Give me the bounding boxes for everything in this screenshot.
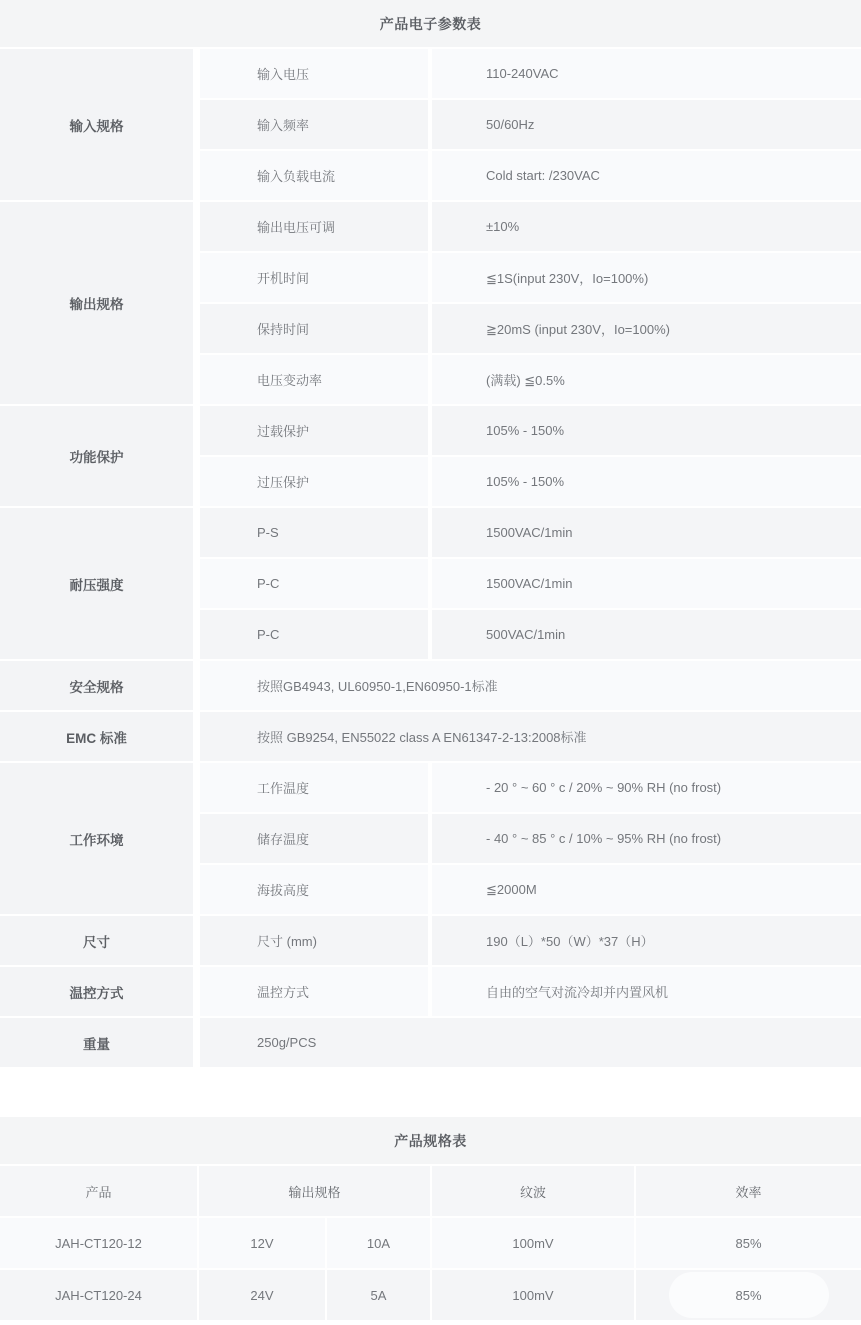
electrical-table-grid xyxy=(0,49,861,1067)
param-cell: 尺寸 (mm) xyxy=(200,916,428,965)
param-cell: 输入频率 xyxy=(200,100,428,149)
value-cell: (满载) ≦0.5% xyxy=(432,355,861,404)
param-cell: 温控方式 xyxy=(200,967,428,1016)
param-cell: 保持时间 xyxy=(200,304,428,353)
param-cell: P-C xyxy=(200,610,428,659)
spec-cell-ripple: 100mV xyxy=(432,1218,634,1268)
group-label-emc-standard: EMC 标准 xyxy=(0,712,193,761)
group-label-safety-spec: 安全规格 xyxy=(0,661,193,710)
product-spec-table xyxy=(0,1117,861,1320)
param-cell: P-S xyxy=(200,508,428,557)
param-cell: 开机时间 xyxy=(200,253,428,302)
param-cell: 电压变动率 xyxy=(200,355,428,404)
spec-cell-efficiency: 85% xyxy=(636,1218,861,1268)
spec-cell-voltage: 24V xyxy=(199,1270,325,1320)
spec-cell-efficiency xyxy=(636,1270,861,1320)
spec-efficiency-text: 85% xyxy=(735,1287,762,1303)
value-cell: 1500VAC/1min xyxy=(432,559,861,608)
group-label-thermal-control: 温控方式 xyxy=(0,967,193,1016)
spec-cell-product: JAH-CT120-24 xyxy=(0,1270,197,1320)
value-cell: - 20 ° ~ 60 ° c / 20% ~ 90% RH (no frost) xyxy=(432,763,861,812)
spec-header-efficiency: 效率 xyxy=(636,1166,861,1216)
param-cell: 输入电压 xyxy=(200,49,428,98)
spec-table-grid xyxy=(0,1166,861,1320)
value-cell: 190（L）*50（W）*37（H） xyxy=(432,916,861,965)
param-cell: 输入负载电流 xyxy=(200,151,428,200)
spec-cell-current: 5A xyxy=(327,1270,430,1320)
spec-cell-product: JAH-CT120-12 xyxy=(0,1218,197,1268)
value-cell: 1500VAC/1min xyxy=(432,508,861,557)
group-label-withstand-voltage: 耐压强度 xyxy=(0,508,193,659)
param-cell: 过压保护 xyxy=(200,457,428,506)
value-cell: 自由的空气对流冷却并内置风机 xyxy=(432,967,861,1016)
spec-cell-voltage: 12V xyxy=(199,1218,325,1268)
value-cell: 50/60Hz xyxy=(432,100,861,149)
value-cell: ≦1S(input 230V，Io=100%) xyxy=(432,253,861,302)
param-cell: 工作温度 xyxy=(200,763,428,812)
group-label-protection: 功能保护 xyxy=(0,406,193,506)
value-cell: ±10% xyxy=(432,202,861,251)
group-label-weight: 重量 xyxy=(0,1018,193,1067)
value-cell: 110-240VAC xyxy=(432,49,861,98)
value-cell: - 40 ° ~ 85 ° c / 10% ~ 95% RH (no frost) xyxy=(432,814,861,863)
value-cell: ≧20mS (input 230V，Io=100%) xyxy=(432,304,861,353)
electrical-table-title: 产品电子参数表 xyxy=(0,0,861,47)
param-cell: 海拔高度 xyxy=(200,865,428,914)
group-label-environment: 工作环境 xyxy=(0,763,193,914)
spec-header-product: 产品 xyxy=(0,1166,197,1216)
value-cell: Cold start: /230VAC xyxy=(432,151,861,200)
param-cell: P-C xyxy=(200,559,428,608)
spec-header-ripple: 纹波 xyxy=(432,1166,634,1216)
merged-value-cell: 250g/PCS xyxy=(200,1018,861,1067)
value-cell: ≦2000M xyxy=(432,865,861,914)
merged-value-cell: 按照GB4943, UL60950-1,EN60950-1标准 xyxy=(200,661,861,710)
spec-header-output: 输出规格 xyxy=(199,1166,430,1216)
value-cell: 105% - 150% xyxy=(432,406,861,455)
spec-cell-ripple: 100mV xyxy=(432,1270,634,1320)
group-label-input-spec: 输入规格 xyxy=(0,49,193,200)
group-label-output-spec: 输出规格 xyxy=(0,202,193,404)
spec-cell-current: 10A xyxy=(327,1218,430,1268)
value-cell: 105% - 150% xyxy=(432,457,861,506)
param-cell: 储存温度 xyxy=(200,814,428,863)
param-cell: 过载保护 xyxy=(200,406,428,455)
param-cell: 输出电压可调 xyxy=(200,202,428,251)
value-cell: 500VAC/1min xyxy=(432,610,861,659)
spec-table-title: 产品规格表 xyxy=(0,1117,861,1164)
merged-value-cell: 按照 GB9254, EN55022 class A EN61347-2-13:2008标准 xyxy=(200,712,861,761)
group-label-dimensions: 尺寸 xyxy=(0,916,193,965)
